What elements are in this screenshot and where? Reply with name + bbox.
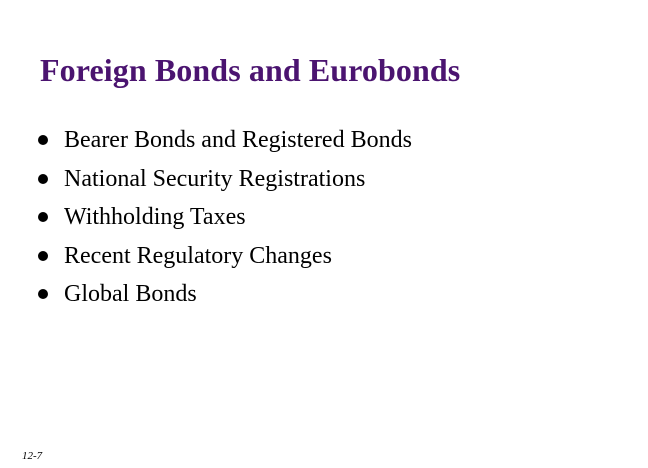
bullet-item: [38, 160, 412, 199]
bullet-text: Bearer Bonds and Registered Bonds: [64, 127, 412, 154]
bullet-item: [38, 275, 412, 314]
bullet-text: National Security Registrations: [64, 165, 366, 192]
bullet-item: [38, 237, 412, 276]
bullet-icon: [38, 212, 48, 222]
bullet-icon: [38, 135, 48, 145]
slide-title: Foreign Bonds and Eurobonds: [40, 52, 461, 88]
bullet-icon: [38, 289, 48, 299]
bullet-list: [38, 121, 412, 314]
bullet-icon: [38, 174, 48, 184]
bullet-icon: [38, 251, 48, 261]
bullet-text: Recent Regulatory Changes: [64, 242, 332, 269]
bullet-item: [38, 121, 412, 160]
page-number: 12-7: [22, 450, 43, 462]
bullet-item: [38, 198, 412, 237]
bullet-text: Global Bonds: [64, 281, 197, 308]
bullet-text: Withholding Taxes: [64, 204, 246, 231]
